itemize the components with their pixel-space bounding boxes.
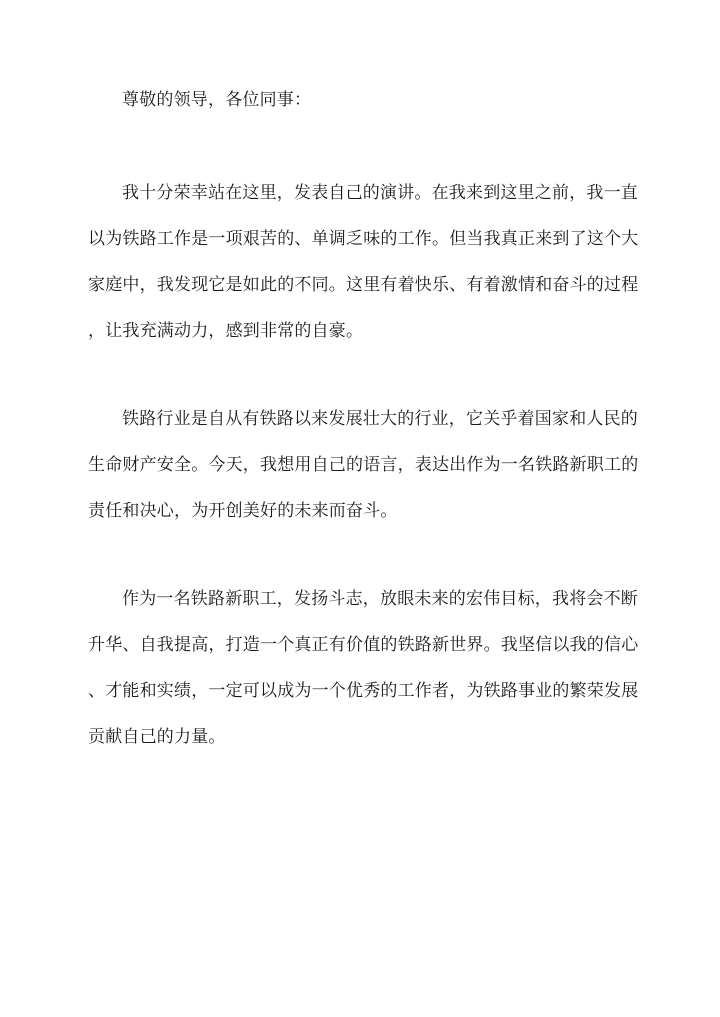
paragraph-1 (88, 170, 639, 354)
paragraph-line: 、才能和实绩，一定可以成为一个优秀的工作者，为铁路事业的繁荣发展 (88, 681, 639, 701)
paragraph-line: 以为铁路工作是一项艰苦的、单调乏味的工作。但当我真正来到了这个大 (88, 229, 639, 249)
paragraph-line: 家庭中，我发现它是如此的不同。这里有着快乐、有着激情和奋斗的过程 (88, 275, 639, 295)
paragraph-2 (88, 396, 639, 534)
greeting-line (88, 77, 633, 123)
paragraph-line: 作为一名铁路新职工，发扬斗志，放眼未来的宏伟目标，我将会不断 (122, 589, 638, 609)
paragraph-line: 我十分荣幸站在这里，发表自己的演讲。在我来到这里之前，我一直 (122, 183, 638, 203)
paragraph-line: 责任和决心，为开创美好的未来而奋斗。 (88, 501, 398, 521)
paragraph-line: 贡献自己的力量。 (88, 727, 226, 747)
greeting-text: 尊敬的领导，各位同事： (122, 90, 312, 110)
paragraph-line: 铁路行业是自从有铁路以来发展壮大的行业，它关乎着国家和人民的 (122, 409, 638, 429)
paragraph-3 (88, 576, 639, 760)
paragraph-line: ，让我充满动力，感到非常的自豪。 (88, 321, 364, 341)
paragraph-line: 升华、自我提高，打造一个真正有价值的铁路新世界。我坚信以我的信心 (88, 635, 639, 655)
paragraph-line: 生命财产安全。今天，我想用自己的语言，表达出作为一名铁路新职工的 (88, 455, 639, 475)
